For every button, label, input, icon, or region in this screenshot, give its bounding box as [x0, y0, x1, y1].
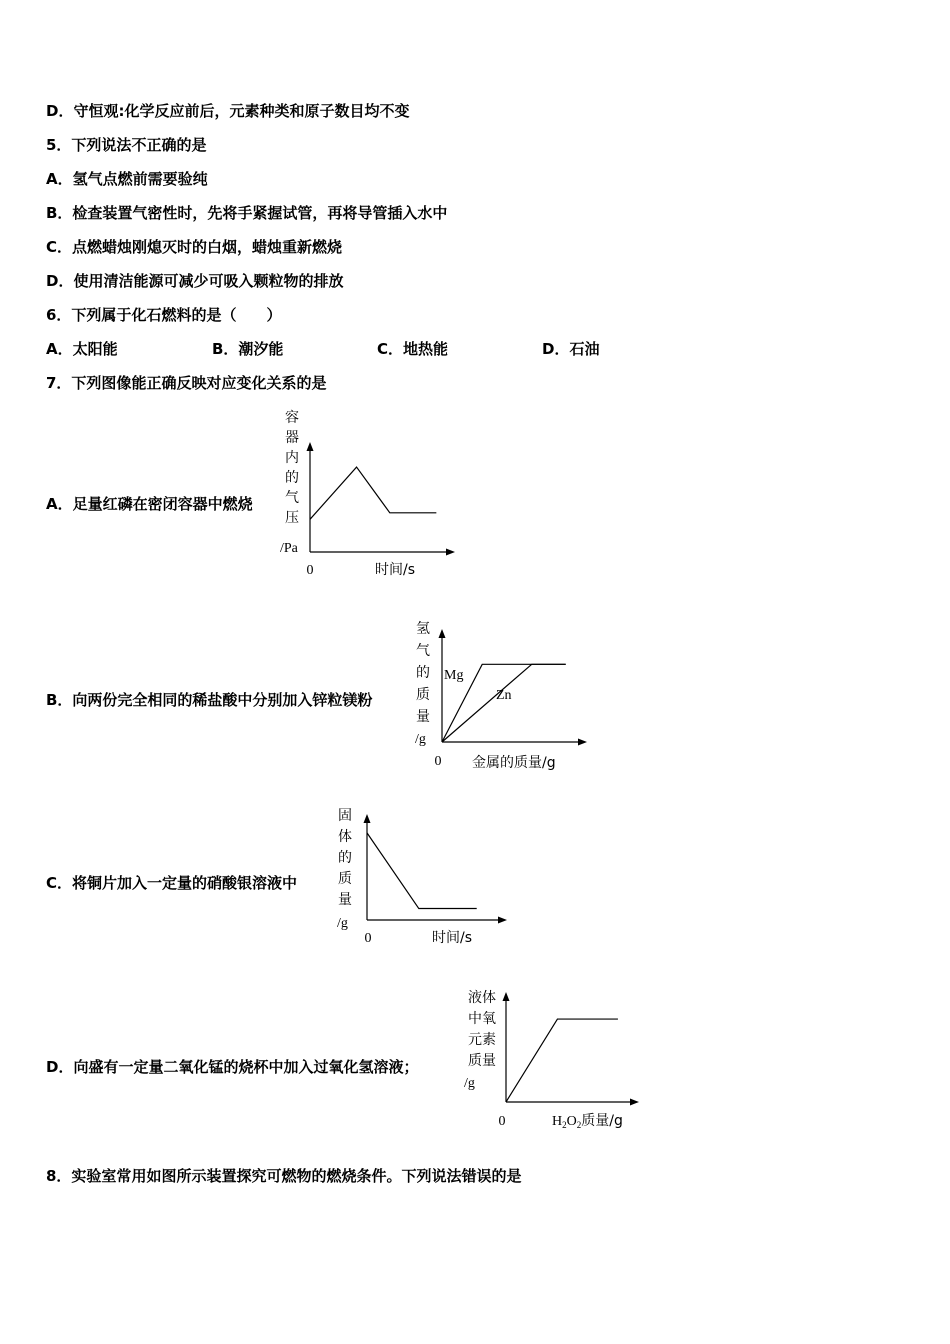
chart-b — [405, 615, 585, 775]
chart-c — [330, 800, 490, 950]
x-axis-arrow — [578, 739, 587, 746]
q6-option-c: C．地热能 — [377, 340, 449, 358]
y-axis-label-char: 体 — [338, 829, 352, 845]
y-axis-label-char: 元素 — [468, 1032, 496, 1048]
q5-stem: 5．下列说法不正确的是 — [46, 136, 207, 154]
q7-option-b: B．向两份完全相同的稀盐酸中分别加入锌粒镁粉 — [46, 691, 373, 709]
y-axis-label-char: 内 — [285, 450, 299, 466]
x-axis-label: $H_2O_2$质量/g — [552, 1113, 623, 1130]
q5-option-a: A．氢气点燃前需要验纯 — [46, 170, 208, 188]
y-axis-arrow — [439, 629, 446, 638]
origin-label: 0 — [434, 754, 442, 769]
q7-option-c: C．将铜片加入一定量的硝酸银溶液中 — [46, 874, 298, 892]
y-axis-label-char: 中氧 — [468, 1011, 496, 1027]
chart-a — [270, 410, 430, 580]
chart-d — [460, 982, 640, 1132]
q5-option-c: C．点燃蜡烛刚熄灭时的白烟，蜡烛重新燃烧 — [46, 238, 343, 256]
y-axis-arrow — [307, 442, 314, 451]
x-axis-arrow — [498, 917, 507, 924]
series-line — [310, 467, 436, 519]
y-axis-label-char: 气 — [416, 643, 430, 659]
y-axis-label-char: 质 — [338, 871, 352, 887]
q8-stem: 8．实验室常用如图所示装置探究可燃物的燃烧条件。下列说法错误的是 — [46, 1167, 522, 1185]
q6-option-a: A．太阳能 — [46, 340, 118, 358]
y-axis-label-char: 容 — [285, 410, 299, 426]
q6-option-b: B．潮汐能 — [212, 340, 284, 358]
y-axis-label-char: 的 — [285, 470, 299, 486]
q6-option-d: D．石油 — [542, 340, 600, 358]
x-axis-arrow — [446, 549, 455, 556]
y-axis-label-char: 器 — [285, 430, 299, 446]
q7-option-d: D．向盛有一定量二氧化锰的烧杯中加入过氧化氢溶液； — [46, 1058, 419, 1076]
q4-option-d: D．守恒观:化学反应前后，元素种类和原子数目均不变 — [46, 102, 410, 120]
origin-label: 0 — [306, 563, 314, 578]
q7-option-a: A．足量红磷在密闭容器中燃烧 — [46, 495, 253, 513]
q6-stem: 6．下列属于化石燃料的是（ ） — [46, 306, 282, 324]
y-axis-unit: /g — [415, 732, 426, 747]
origin-label: 0 — [498, 1114, 506, 1129]
series-line — [367, 833, 477, 909]
q5-option-b: B．检查装置气密性时，先将手紧握试管，再将导管插入水中 — [46, 204, 448, 222]
y-axis-label-char: 压 — [285, 510, 299, 526]
q5-option-d: D．使用清洁能源可减少可吸入颗粒物的排放 — [46, 272, 344, 290]
y-axis-label-char: 气 — [285, 490, 299, 506]
y-axis-unit: /Pa — [280, 541, 298, 556]
origin-label: 0 — [364, 931, 372, 946]
y-axis-label-char: 固 — [338, 808, 352, 824]
x-axis-label: 时间/s — [375, 562, 416, 578]
y-axis-label-char: 的 — [416, 665, 430, 681]
y-axis-label-char: 量 — [416, 709, 430, 725]
series-label-zn: Zn — [496, 688, 512, 703]
y-axis-label-char: 液体 — [468, 990, 496, 1006]
y-axis-label-char: 量 — [338, 892, 352, 908]
y-axis-unit: /g — [464, 1076, 475, 1091]
y-axis-label-char: 的 — [338, 850, 352, 866]
y-axis-arrow — [364, 814, 371, 823]
x-axis-label: 金属的质量/g — [472, 755, 556, 771]
y-axis-arrow — [503, 992, 510, 1001]
y-axis-label-char: 氢 — [416, 621, 430, 637]
x-axis-arrow — [630, 1099, 639, 1106]
q7-stem: 7．下列图像能正确反映对应变化关系的是 — [46, 374, 327, 392]
x-axis-label: 时间/s — [432, 930, 473, 946]
series-label-mg: Mg — [444, 668, 464, 683]
y-axis-unit: /g — [337, 916, 348, 931]
y-axis-label-char: 质量 — [468, 1053, 496, 1069]
y-axis-label-char: 质 — [416, 687, 430, 703]
series-line — [506, 1019, 618, 1102]
